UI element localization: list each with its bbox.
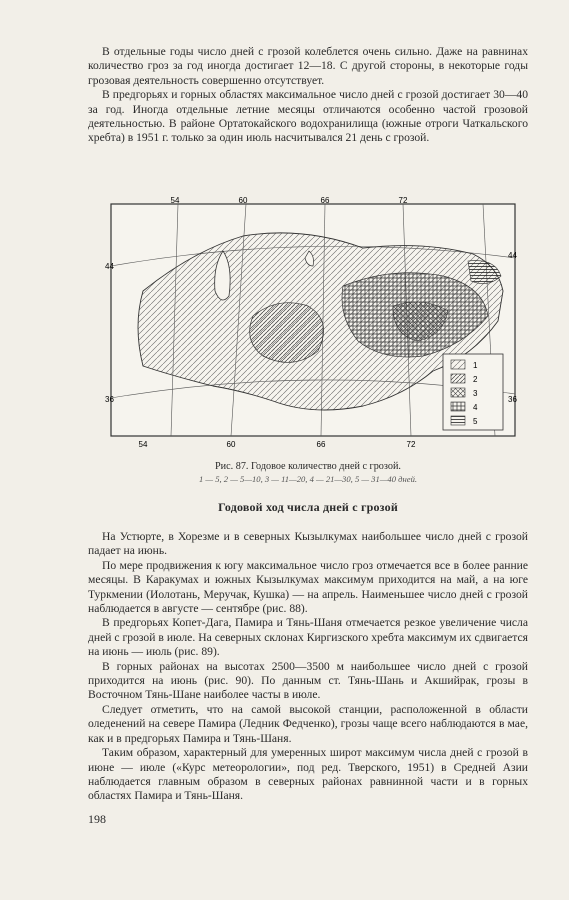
- region-zone-2: [250, 303, 324, 363]
- figure-map: [103, 196, 523, 451]
- legend-label: 5: [473, 417, 478, 426]
- paragraph: Следует отметить, что на самой высокой станции, расположенной в области оледенений на севере Памира (Ледник Федченко), грозы чаще всего наблюдаются в мае, как и в предгорьях Памира и Тянь-Шаня.: [88, 702, 528, 745]
- paragraph: В горных районах на высотах 2500—3500 м наибольшее число дней с грозой приходится на июнь (рис. 90). По данным ст. Тянь-Шань и Акшийрак, грозы в Восточном Тянь-Шане наиболее часты в июле.: [88, 659, 528, 702]
- tick-label: 66: [316, 440, 326, 449]
- tick-label: 36: [508, 395, 517, 404]
- text-block-top: [88, 45, 528, 146]
- legend-label: 3: [473, 389, 478, 398]
- map-legend: [443, 354, 503, 430]
- page-number: 198: [88, 812, 106, 826]
- paragraph: В отдельные годы число дней с грозой колеблется очень сильно. Даже на равнинах количество гроз за год иногда достигает 12—18. С другой стороны, в некоторые годы грозовая деятельность совершенно отсутствует.: [88, 45, 528, 87]
- figure-caption: [88, 460, 528, 485]
- paragraph: По мере продвижения к югу максимальное число гроз отмечается все в более ранние месяцы. В Каракумах и южных Кызылкумах максимум приходится на май, а на юге Туркмении (Иолотань, Меручак, Кушка) — на апрель. Наименьшее число дней с грозой наблюдается в августе — сентябре (рис. 88).: [88, 558, 528, 616]
- section-heading: Годовой ход числа дней с грозой: [218, 500, 398, 514]
- paragraph: В предгорьях и горных областях максимальное число дней с грозой достигает 30—40 за год. Иногда отдельные летние месяцы отличаются особенно частой грозовой деятельностью. В районе Ортатокайского водохранилища (южные отроги Чаткальского хребта) в 1951 г. только за один июль насчитывался 21 день с грозой.: [88, 88, 528, 145]
- tick-label: 72: [406, 440, 416, 449]
- legend-label: 2: [473, 375, 478, 384]
- tick-label: 60: [238, 196, 248, 205]
- legend-label: 4: [473, 403, 478, 412]
- caption-title: Рис. 87. Годовое количество дней с грозой.: [215, 461, 401, 472]
- tick-label: 54: [170, 196, 180, 205]
- tick-label: 54: [138, 440, 148, 449]
- legend-label: 1: [473, 361, 478, 370]
- paragraph: На Устюрте, в Хорезме и в северных Кызылкумах наибольшее число дней с грозой падает на июнь.: [88, 530, 528, 558]
- thunderstorm-map: [103, 196, 523, 451]
- tick-label: 60: [226, 440, 236, 449]
- caption-legend: 1 — 5, 2 — 5—10, 3 — 11—20, 4 — 21—30, 5 — 31—40 дней.: [198, 474, 418, 484]
- text-block-bottom: [88, 530, 528, 804]
- paragraph: В предгорьях Копет-Дага, Памира и Тянь-Шаня отмечается резкое увеличение числа дней с грозой в июле. На северных склонах Киргизского хребта максимум их сдвигается на июнь — июль (рис. 89).: [88, 616, 528, 659]
- paragraph: Таким образом, характерный для умеренных широт максимум числа дней с грозой в июне — июле («Курс метеорологии», под ред. Тверского, 1951) в Средней Азии наблюдается главным образом в северных районах равнинной части и в горных областях Памира и Тянь-Шаня.: [88, 746, 528, 803]
- tick-label: 44: [105, 262, 114, 271]
- tick-label: 66: [320, 196, 330, 205]
- tick-label: 36: [105, 395, 114, 404]
- tick-label: 44: [508, 251, 517, 260]
- tick-label: 72: [398, 196, 408, 205]
